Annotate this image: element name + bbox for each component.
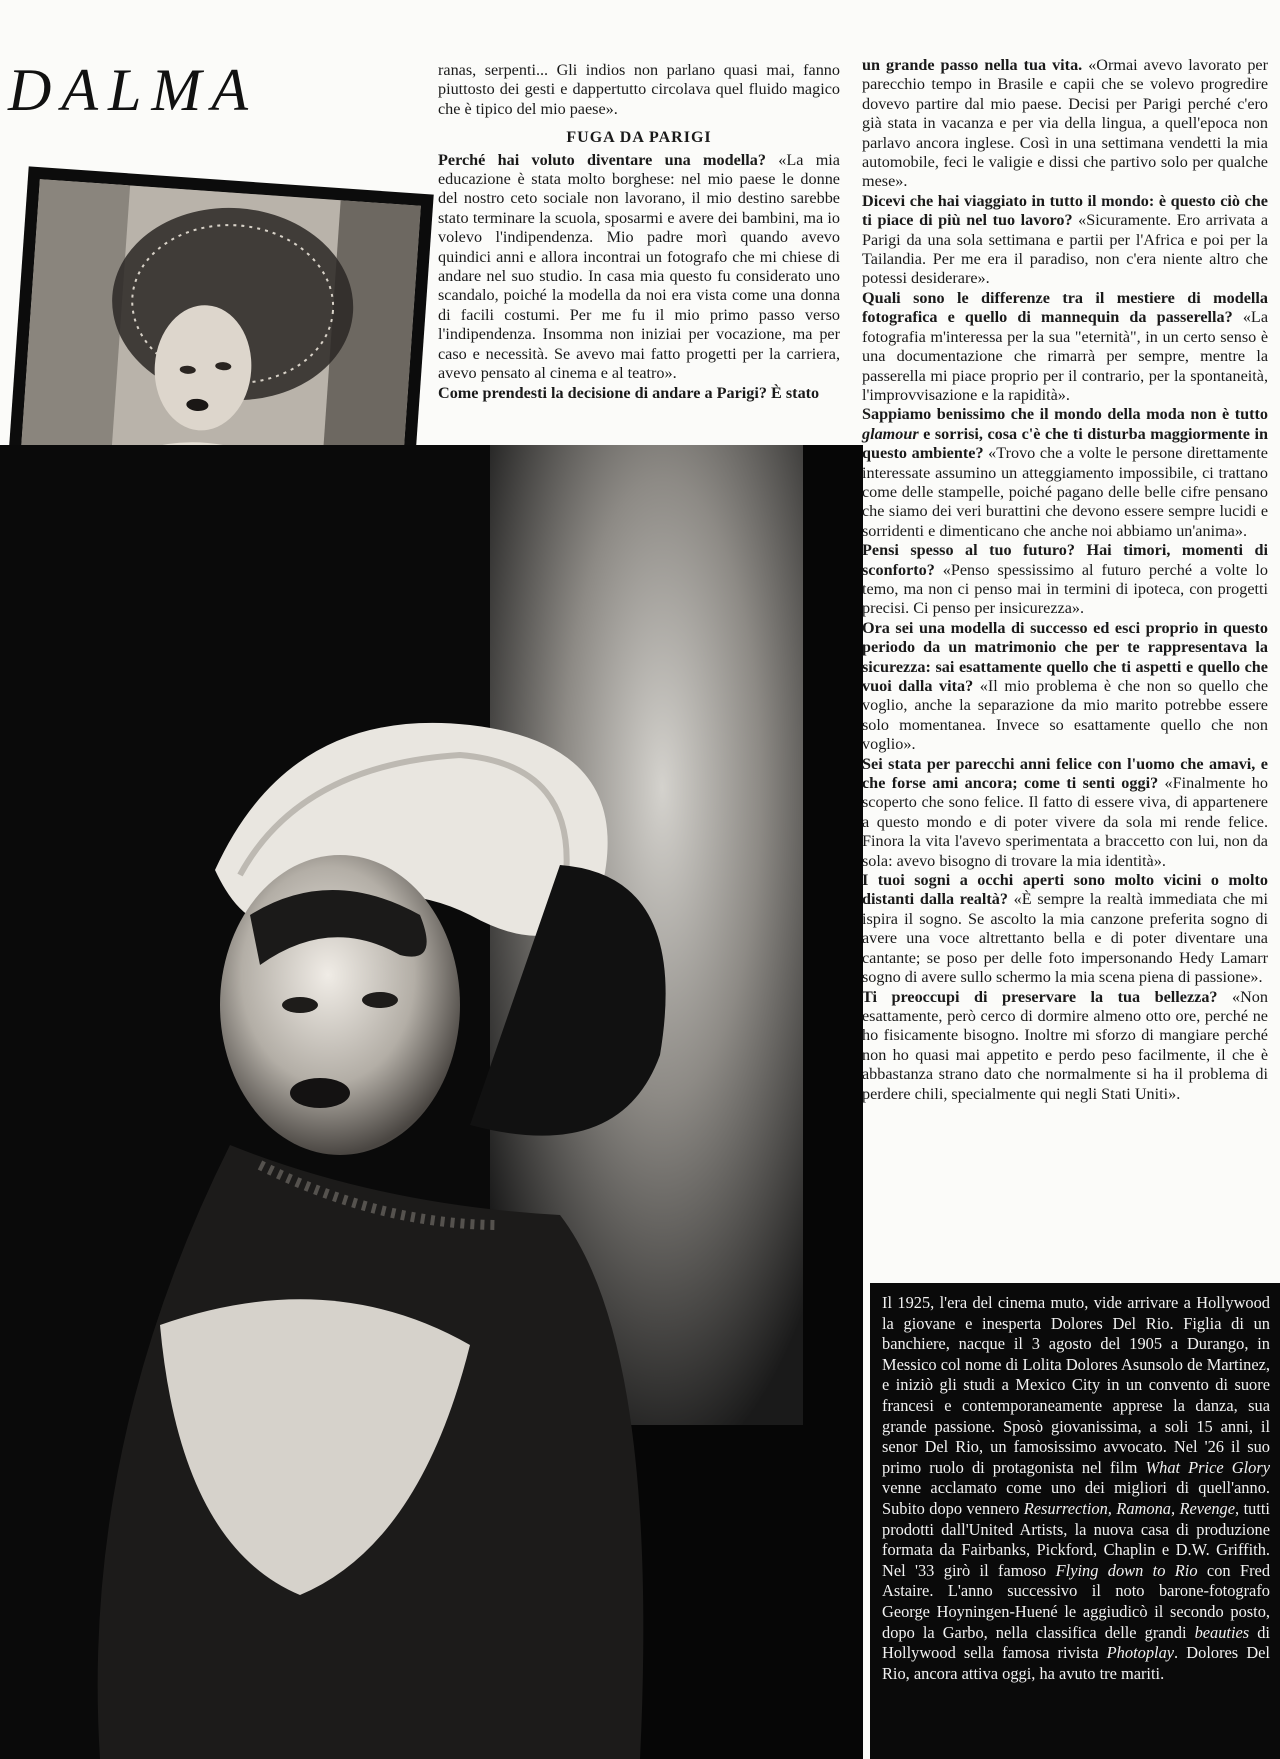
question-italic: glamour xyxy=(862,424,919,443)
main-fashion-image xyxy=(0,445,863,1759)
qa-paragraph xyxy=(862,289,1268,405)
question-part: e sorrisi, cosa c'è che ti disturba maggiormente in questo ambiente? xyxy=(862,424,1268,463)
question: Ora sei una modella di successo ed esci proprio in questo periodo da un matrimonio che per te rappresentava la sicurezza: sai esattamente quello che ti aspetti e quello che vuoi dalla vita? xyxy=(862,618,1268,695)
question: Come prendesti la decisione di andare a Parigi? È stato xyxy=(438,383,820,402)
italic-word: beauties xyxy=(1194,1622,1250,1642)
answer: «È sempre la realtà immediata che mi ispira il sogno. Se ascolto la mia canzone preferita sogno di avere una voce altrettanto bella e di poter diventare una cantante; se poso per delle foto impersonando Hedy Lamarr sogno di avere sullo schermo la mia scena piena di passione». xyxy=(862,890,1268,987)
magazine-title: Photoplay xyxy=(1106,1643,1175,1663)
qa-paragraph xyxy=(862,755,1268,871)
section-subheading: FUGA DA PARIGI xyxy=(566,129,712,147)
sidebar-text xyxy=(882,1293,1270,1684)
sidebar-text-part: di Hollywood sella famosa rivista xyxy=(882,1622,1270,1663)
article-column-right xyxy=(862,56,1268,1104)
film-titles: Resurrection, Ramona, Revenge xyxy=(1023,1498,1236,1518)
answer: «Finalmente ho scoperto che sono felice. Il fatto di essere viva, di appartenere a questo mondo e di poter vivere da sola mi rende felice. Finora la vita l'avevo sperimentata a braccetto con lui, non da sola: avevo bisogno di trovare la mia identità». xyxy=(862,774,1268,870)
qa-paragraph xyxy=(862,619,1268,755)
answer: «Penso spessissimo al futuro perché a volte lo temo, ma non ci penso mai in termini di ipoteca, con progetti precisi. Ci penso per insicurezza». xyxy=(862,560,1268,618)
question: Dicevi che hai viaggiato in tutto il mondo: è questo ciò che ti piace di più nel tuo lavoro? xyxy=(862,191,1268,230)
sidebar-text-part: . Dolores Del Rio, ancora attiva oggi, ha avuto tre mariti. xyxy=(882,1643,1270,1683)
film-title: Flying down to Rio xyxy=(1055,1560,1198,1580)
article-intro: ranas, serpenti... Gli indios non parlano quasi mai, fanno piuttosto dei gesti e dappertutto circolava quel fluido magico che è tipico del mio paese». xyxy=(438,61,840,118)
question: I tuoi sogni a occhi aperti sono molto vicini o molto distanti dalla realtà? xyxy=(862,871,1268,909)
question: Quali sono le differenze tra il mestiere di modella fotografica e quello di mannequin da passerella? xyxy=(862,288,1268,327)
answer: «Trovo che a volte le persone direttamente interessate assumino un atteggiamento impossibile, ci trattano come delle stampelle, poiché pagano delle belle cifre pensano che siamo dei veri burattini che devono essere sempre lucidi e sorridenti e dimenticano che anche noi abbiamo un'anima». xyxy=(862,444,1268,540)
main-fashion-photo xyxy=(0,445,863,1759)
qa-paragraph xyxy=(862,541,1268,619)
sidebar-text-part: venne acclamato come uno dei migliori di quell'anno. Subito dopo vennero xyxy=(882,1478,1270,1518)
qa-paragraph xyxy=(438,384,840,403)
dolores-del-rio-sidebar xyxy=(870,1283,1280,1759)
qa-paragraph xyxy=(862,192,1268,289)
question: Pensi spesso al tuo futuro? Hai timori, momenti di sconforto? xyxy=(862,541,1268,579)
question: Perché hai voluto diventare una modella? xyxy=(438,150,766,169)
qa-paragraph xyxy=(862,988,1268,1104)
answer: «Ormai avevo lavorato per parecchio tempo in Brasile e capii che se volevo progredire dovevo partire dal mio paese. Decisi per Parigi perché c'ero già stata in vacanza e per via della lingua, a quell'epoca non parlavo ancora inglese. Così in una settimana vendetti la mia automobile, feci le valigie e dissi che partivo solo per qualche mese». xyxy=(862,56,1268,191)
qa-paragraph xyxy=(438,151,840,384)
qa-paragraph xyxy=(862,405,1268,541)
question: Sei stata per parecchi anni felice con l'uomo che amavi, e che forse ami ancora; come ti senti oggi? xyxy=(862,754,1268,793)
answer: «Il mio problema è che non so quello che voglio, anche la separazione da mio marito potrebbe essere solo momentanea. Invece so esattamente quello che non voglio». xyxy=(862,677,1269,754)
answer: «La fotografia m'interessa per la sua "eternità", in un certo senso è una documentazione che rimarrà per sempre, mentre la passerella mi piace proprio per il contrario, per la spontaneità, l'improvvisazione e la rapidità». xyxy=(862,308,1269,404)
sidebar-text-part: , tutti prodotti dall'United Artists, la nuova casa di produzione formata da Fairbanks, Pickford, Chaplin e D.W. Griffith. Nel '33 girò il famoso xyxy=(882,1498,1270,1580)
question: Ti preoccupi di preservare la tua bellezza? xyxy=(862,987,1218,1006)
qa-paragraph xyxy=(862,56,1268,192)
qa-paragraph xyxy=(862,871,1268,987)
film-title: What Price Glory xyxy=(1145,1457,1270,1477)
answer: «Non esattamente, però cerco di dormire almeno otto ore, perché ne ho fisicamente bisogno. Inoltre mi sforzo di mangiare perché non ho quasi mai appetito e perdo peso facilmente, il che è abbastanza strano dato che normalmente si ha il problema di perdere chili, specialmente qui negli Stati Uniti». xyxy=(862,987,1268,1103)
answer: «La mia educazione è stata molto borghese: nel mio paese le donne del nostro ceto sociale non lavorano, il mio destino sarebbe stato terminare la scuola, sposarmi e avere dei bambini, ma io volevo l'indipendenza. Mio padre morì quando avevo quindici anni e allora incontrai un fotografo che mi chiese di andare nel suo studio. In casa mia questo fu considerato uno scandalo, poiché la modella da noi era vista come una donna di facili costumi. Per me fu il mio primo passo verso l'indipendenza. Insomma non iniziai per vocazione, ma per caso e necessità. Se avevo mai fatto progetti per la carriera, avevo pensato al cinema e al teatro». xyxy=(438,150,840,383)
question-part: Sappiamo benissimo che il mondo della moda non è tutto xyxy=(862,405,1268,424)
page-title: DALMA xyxy=(8,57,258,123)
answer: «Sicuramente. Ero arrivata a Parigi da una sola settimana e partii per l'Africa e poi per la Tailandia. Per me era il paradiso, non c'era niente altro che potessi desiderare». xyxy=(862,211,1269,288)
question: un grande passo nella tua vita. xyxy=(862,56,1083,74)
sidebar-text-part: con Fred Astaire. L'anno successivo il noto barone-fotografo George Hoyningen-Huené le aggiudicò il secondo posto, dopo la Garbo, nella classifica delle grandi xyxy=(882,1560,1271,1642)
sidebar-text-part: Il 1925, l'era del cinema muto, vide arrivare a Hollywood la giovane e inesperta Dolores Del Rio. Figlia di un banchiere, nacque il 3 agosto del 1905 a Durango, in Messico col nome di Lolita Dolores Asunsolo de Martinez, e iniziò gli studi a Mexico City in un convento di suore francesi e contemporaneamente apprese la danza, sua grande passione. Sposò giovanissima, a soli 15 anni, il senor Del Rio, un famosissimo avvocato. Nel '26 il suo primo ruolo di protagonista nel film xyxy=(882,1293,1270,1477)
article-column-left xyxy=(438,61,840,403)
